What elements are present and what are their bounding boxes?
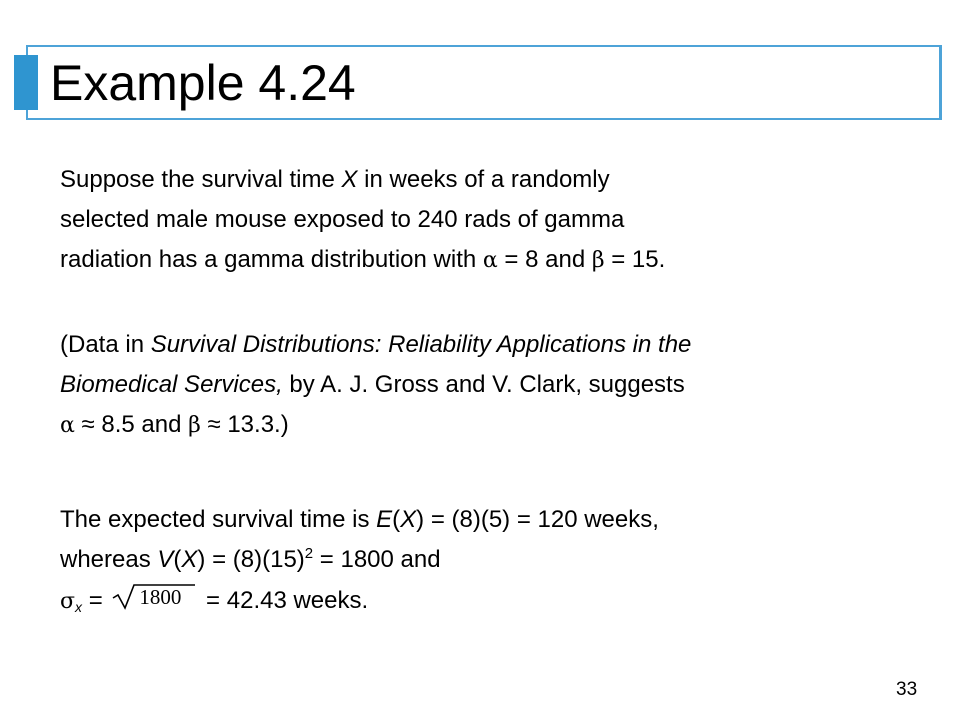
expectation-x: X bbox=[400, 506, 417, 533]
alpha-symbol: α bbox=[482, 248, 498, 273]
paragraph-problem-statement bbox=[60, 160, 665, 281]
equals-sign: = bbox=[82, 587, 110, 614]
book-title-part-2: Biomedical Services, bbox=[60, 371, 283, 398]
beta-symbol: β bbox=[591, 248, 605, 273]
variance-open-paren: ( bbox=[173, 546, 182, 573]
p2-text-1a: (Data in bbox=[60, 331, 151, 358]
paragraph-data-source bbox=[60, 325, 691, 446]
expectation-open-paren: ( bbox=[392, 506, 401, 533]
p1-text-3c: = 15. bbox=[604, 246, 666, 273]
paragraph-expectation-variance bbox=[60, 500, 659, 622]
sigma-symbol: σ bbox=[60, 589, 76, 614]
variable-x: X bbox=[341, 166, 358, 193]
p1-text-1a: Suppose the survival time bbox=[60, 166, 342, 193]
sigma-subscript-x: x bbox=[75, 599, 83, 615]
p3-text-2c: = 1800 and bbox=[313, 546, 441, 573]
p1-text-2: selected male mouse exposed to 240 rads of gamma bbox=[60, 206, 625, 233]
title-accent-bar bbox=[14, 55, 38, 110]
p3-text-2b: ) = (8)(15) bbox=[197, 546, 305, 573]
p2-approx-beta: ≈ 13.3.) bbox=[200, 411, 289, 438]
p3-text-1a: The expected survival time is bbox=[60, 506, 377, 533]
slide-title: Example 4.24 bbox=[50, 55, 356, 111]
page-number: 33 bbox=[896, 679, 918, 700]
variance-x: X bbox=[181, 546, 198, 573]
book-title-part-1: Survival Distributions: Reliability Applications in the bbox=[150, 331, 692, 358]
square-root-expression bbox=[111, 582, 195, 610]
exponent-two: 2 bbox=[304, 545, 314, 562]
variance-v: V bbox=[157, 546, 174, 573]
p3-text-3b: = 42.43 weeks. bbox=[199, 587, 369, 614]
p1-text-3b: = 8 and bbox=[497, 246, 592, 273]
p2-approx-alpha: ≈ 8.5 and bbox=[74, 411, 189, 438]
p1-text-1b: in weeks of a randomly bbox=[357, 166, 610, 193]
alpha-symbol: α bbox=[60, 413, 75, 438]
expectation-e: E bbox=[376, 506, 393, 533]
p2-text-2b: by A. J. Gross and V. Clark, suggests bbox=[282, 371, 685, 398]
p3-text-2a: whereas bbox=[60, 546, 158, 573]
p1-text-3a: radiation has a gamma distribution with bbox=[60, 246, 483, 273]
p3-text-1b: ) = (8)(5) = 120 weeks, bbox=[416, 506, 659, 533]
beta-symbol: β bbox=[188, 413, 201, 438]
square-root-radicand: 1800 bbox=[139, 585, 182, 609]
